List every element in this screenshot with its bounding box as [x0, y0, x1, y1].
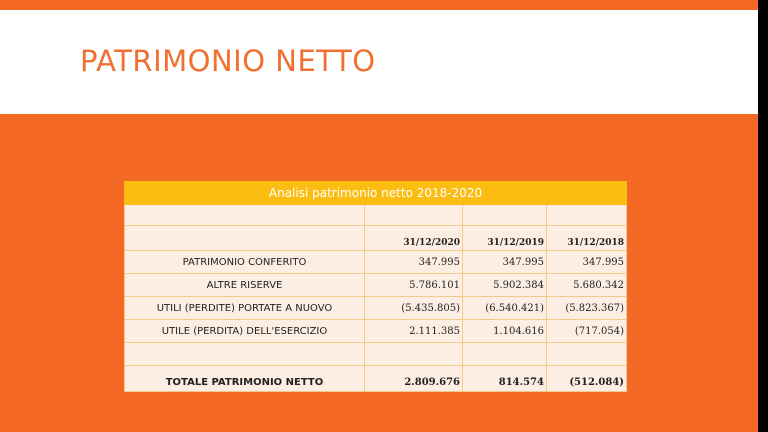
table-cell [125, 343, 365, 366]
row-value: (5.435.805) [365, 297, 463, 320]
table-cell [463, 205, 547, 226]
total-value: 814.574 [463, 366, 547, 392]
row-value: (5.823.367) [547, 297, 627, 320]
table-cell [547, 205, 627, 226]
table-caption-row [125, 182, 627, 205]
table-cell [547, 343, 627, 366]
table-cell [463, 343, 547, 366]
top-accent-strip [0, 0, 758, 10]
equity-table-container [124, 181, 626, 392]
slide-title: PATRIMONIO NETTO [80, 44, 376, 78]
table-row [125, 274, 627, 297]
row-label: ALTRE RISERVE [125, 274, 365, 297]
row-label: UTILI (PERDITE) PORTATE A NUOVO [125, 297, 365, 320]
table-caption: Analisi patrimonio netto 2018-2020 [125, 182, 627, 205]
table-header-row [125, 226, 627, 251]
row-value: 2.111.385 [365, 320, 463, 343]
row-label: PATRIMONIO CONFERITO [125, 251, 365, 274]
total-label: TOTALE PATRIMONIO NETTO [125, 366, 365, 392]
table-spacer-row [125, 343, 627, 366]
total-value: 2.809.676 [365, 366, 463, 392]
table-cell [365, 343, 463, 366]
row-value: (6.540.421) [463, 297, 547, 320]
row-label: UTILE (PERDITA) DELL'ESERCIZIO [125, 320, 365, 343]
table-total-row [125, 366, 627, 392]
table-cell [365, 205, 463, 226]
window-edge [758, 0, 768, 432]
row-value: 347.995 [365, 251, 463, 274]
row-value: 5.680.342 [547, 274, 627, 297]
table-spacer-row [125, 205, 627, 226]
table-row [125, 297, 627, 320]
row-value: 347.995 [547, 251, 627, 274]
equity-table [124, 181, 627, 392]
column-header-2019: 31/12/2019 [463, 226, 547, 251]
row-value: 5.786.101 [365, 274, 463, 297]
table-cell [125, 205, 365, 226]
table-row [125, 251, 627, 274]
table-row [125, 320, 627, 343]
row-value: 1.104.616 [463, 320, 547, 343]
row-value: 5.902.384 [463, 274, 547, 297]
total-value: (512.084) [547, 366, 627, 392]
row-value: (717.054) [547, 320, 627, 343]
column-header-2018: 31/12/2018 [547, 226, 627, 251]
row-value: 347.995 [463, 251, 547, 274]
column-header-2020: 31/12/2020 [365, 226, 463, 251]
column-header-label [125, 226, 365, 251]
